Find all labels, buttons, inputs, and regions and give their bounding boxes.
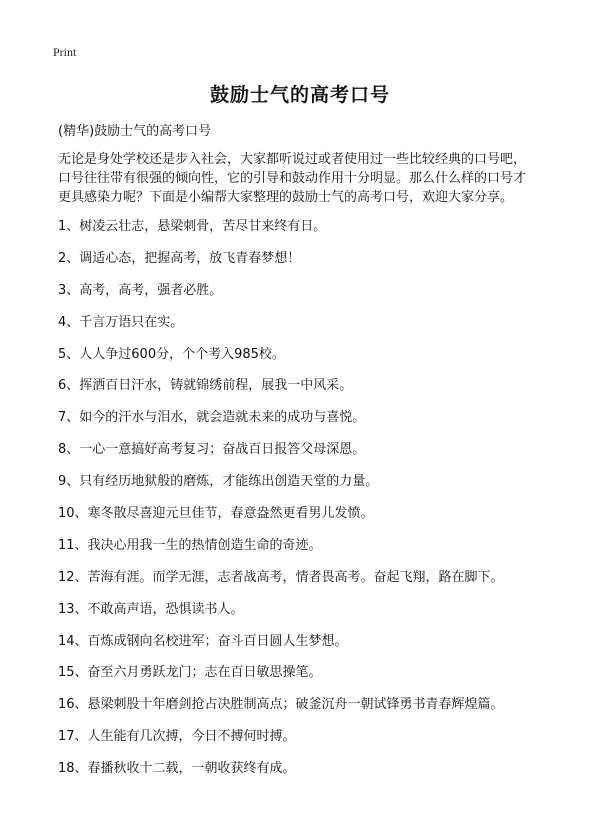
intro-line: 更具感染力呢？下面是小编帮大家整理的鼓励士气的高考口号，欢迎大家分享。 xyxy=(58,190,514,205)
list-item: 8、一心一意搞好高考复习；奋战百日报答父母深恩。 xyxy=(58,442,366,458)
intro-paragraph xyxy=(58,150,558,207)
list-item: 16、悬梁刺股十年磨剑抢占决胜制高点；破釜沉舟一朝试锋勇书青春辉煌篇。 xyxy=(58,697,504,713)
list-item: 3、高考，高考，强者必胜。 xyxy=(58,282,223,298)
list-item: 1、树凌云壮志，悬梁刺骨，苦尽甘来终有日。 xyxy=(58,219,327,234)
list-item: 2、调适心态，把握高考，放飞青春梦想！ xyxy=(58,250,301,266)
list-item: 7、如今的汗水与泪水，就会造就未来的成功与喜悦。 xyxy=(58,410,366,426)
list-item: 10、寒冬散尽喜迎元旦佳节，春意盎然更看男儿发愤。 xyxy=(58,506,374,522)
list-item: 11、我决心用我一生的热情创造生命的奇迹。 xyxy=(58,537,322,553)
page-title: 鼓励士气的高考口号 xyxy=(209,84,390,106)
list-item: 4、千言万语只在实。 xyxy=(58,314,184,330)
list-item: 14、百炼成钢向名校进军；奋斗百日圆人生梦想。 xyxy=(58,633,348,649)
list-item: 18、春播秋收十二载，一朝收获终有成。 xyxy=(58,761,296,777)
print-link[interactable]: Print xyxy=(53,45,77,59)
page-subtitle: (精华)鼓励士气的高考口号 xyxy=(58,124,212,139)
intro-line: 无论是身处学校还是步入社会，大家都听说过或者使用过一些比较经典的口号吧， xyxy=(58,152,527,167)
list-item: 17、人生能有几次搏，今日不搏何时搏。 xyxy=(58,729,296,745)
list-item: 13、不敢高声语，恐惧读书人。 xyxy=(58,601,244,617)
intro-line: 口号往往带有很强的倾向性，它的引导和鼓动作用十分明显。那么什么样的口号才 xyxy=(58,171,527,186)
list-item: 9、只有经历地狱般的磨炼，才能练出创造天堂的力量。 xyxy=(58,474,379,490)
list-item: 6、挥洒百日汗水，铸就锦绣前程，展我一中风采。 xyxy=(58,378,353,394)
list-item: 12、苦海有涯。而学无涯，志者战高考，情者畏高考。奋起飞翔，路在脚下。 xyxy=(58,569,504,585)
list-item: 15、奋至六月勇跃龙门；志在百日敏思操笔。 xyxy=(58,665,322,681)
list-item: 5、人人争过600分，个个考入985校。 xyxy=(58,346,285,362)
slogan-list xyxy=(58,218,504,792)
